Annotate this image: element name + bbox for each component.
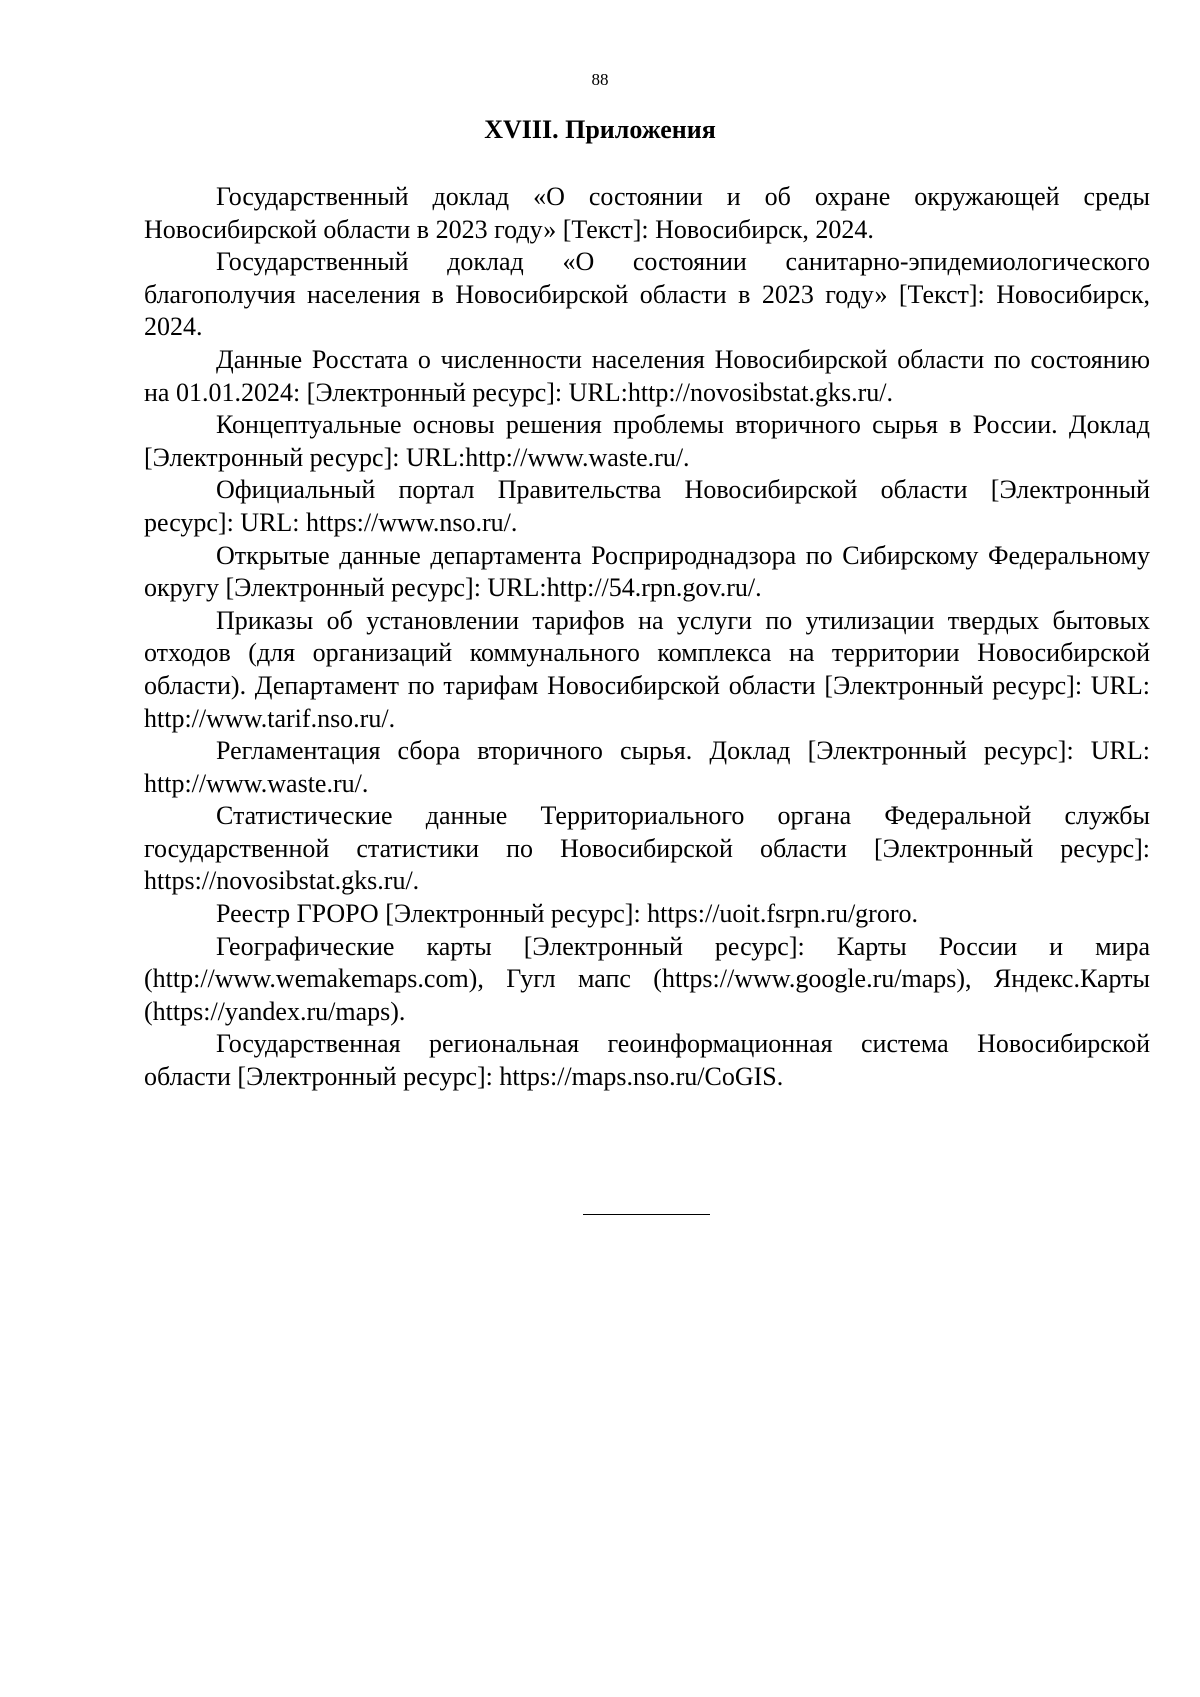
reference-item: Государственная региональная геоинформационная система Новосибирской области [Электронный ресурс]: https://maps.nso.ru/CoGIS. xyxy=(144,1029,1150,1092)
page-number: 88 xyxy=(591,70,609,89)
reference-item: Открытые данные департамента Росприроднадзора по Сибирскому Федеральному округу [Электронный ресурс]: URL:http://54.rpn.gov.ru/. xyxy=(144,540,1150,603)
reference-item: Статистические данные Территориального органа Федеральной службы государственной статистики по Новосибирской области [Электронный ресурс]: https://novosibstat.gks.ru/. xyxy=(144,801,1150,896)
reference-item: Официальный портал Правительства Новосибирской области [Электронный ресурс]: URL: https://www.nso.ru/. xyxy=(144,475,1150,537)
reference-item: Концептуальные основы решения проблемы вторичного сырья в России. Доклад [Электронный ресурс]: URL:http://www.waste.ru/. xyxy=(144,410,1150,472)
reference-list xyxy=(144,181,1150,1094)
reference-item: Государственный доклад «О состоянии и об охране окружающей среды Новосибирской области в 2023 году» [Текст]: Новосибирск, 2024. xyxy=(144,182,1150,244)
reference-item: Географические карты [Электронный ресурс]: Карты России и мира (http://www.wemakemaps.com), Гугл мапс (https://www.google.ru/maps), Яндекс.Карты (https://yandex.ru/maps). xyxy=(144,931,1150,1026)
reference-item: Приказы об установлении тарифов на услуги по утилизации твердых бытовых отходов (для организаций коммунального комплекса на территории Новосибирской области). Департамент по тарифам Новосибирской области [Электронный ресурс]: URL: http://www.tarif.nso.ru/. xyxy=(144,605,1150,733)
reference-item: Данные Росстата о численности населения Новосибирской области по состоянию на 01.01.2024: [Электронный ресурс]: URL:http://novosibstat.gks.ru/. xyxy=(144,344,1150,407)
reference-item: Государственный доклад «О состоянии санитарно-эпидемиологического благополучия населения в Новосибирской области в 2023 году» [Текст]: Новосибирск, 2024. xyxy=(144,247,1150,342)
reference-item: Реестр ГРОРО [Электронный ресурс]: https://uoit.fsrpn.ru/groro. xyxy=(216,899,918,929)
end-separator-line xyxy=(583,1214,710,1215)
section-heading: XVIII. Приложения xyxy=(484,115,716,144)
reference-item: Регламентация сбора вторичного сырья. Доклад [Электронный ресурс]: URL: http://www.waste.ru/. xyxy=(144,736,1150,798)
